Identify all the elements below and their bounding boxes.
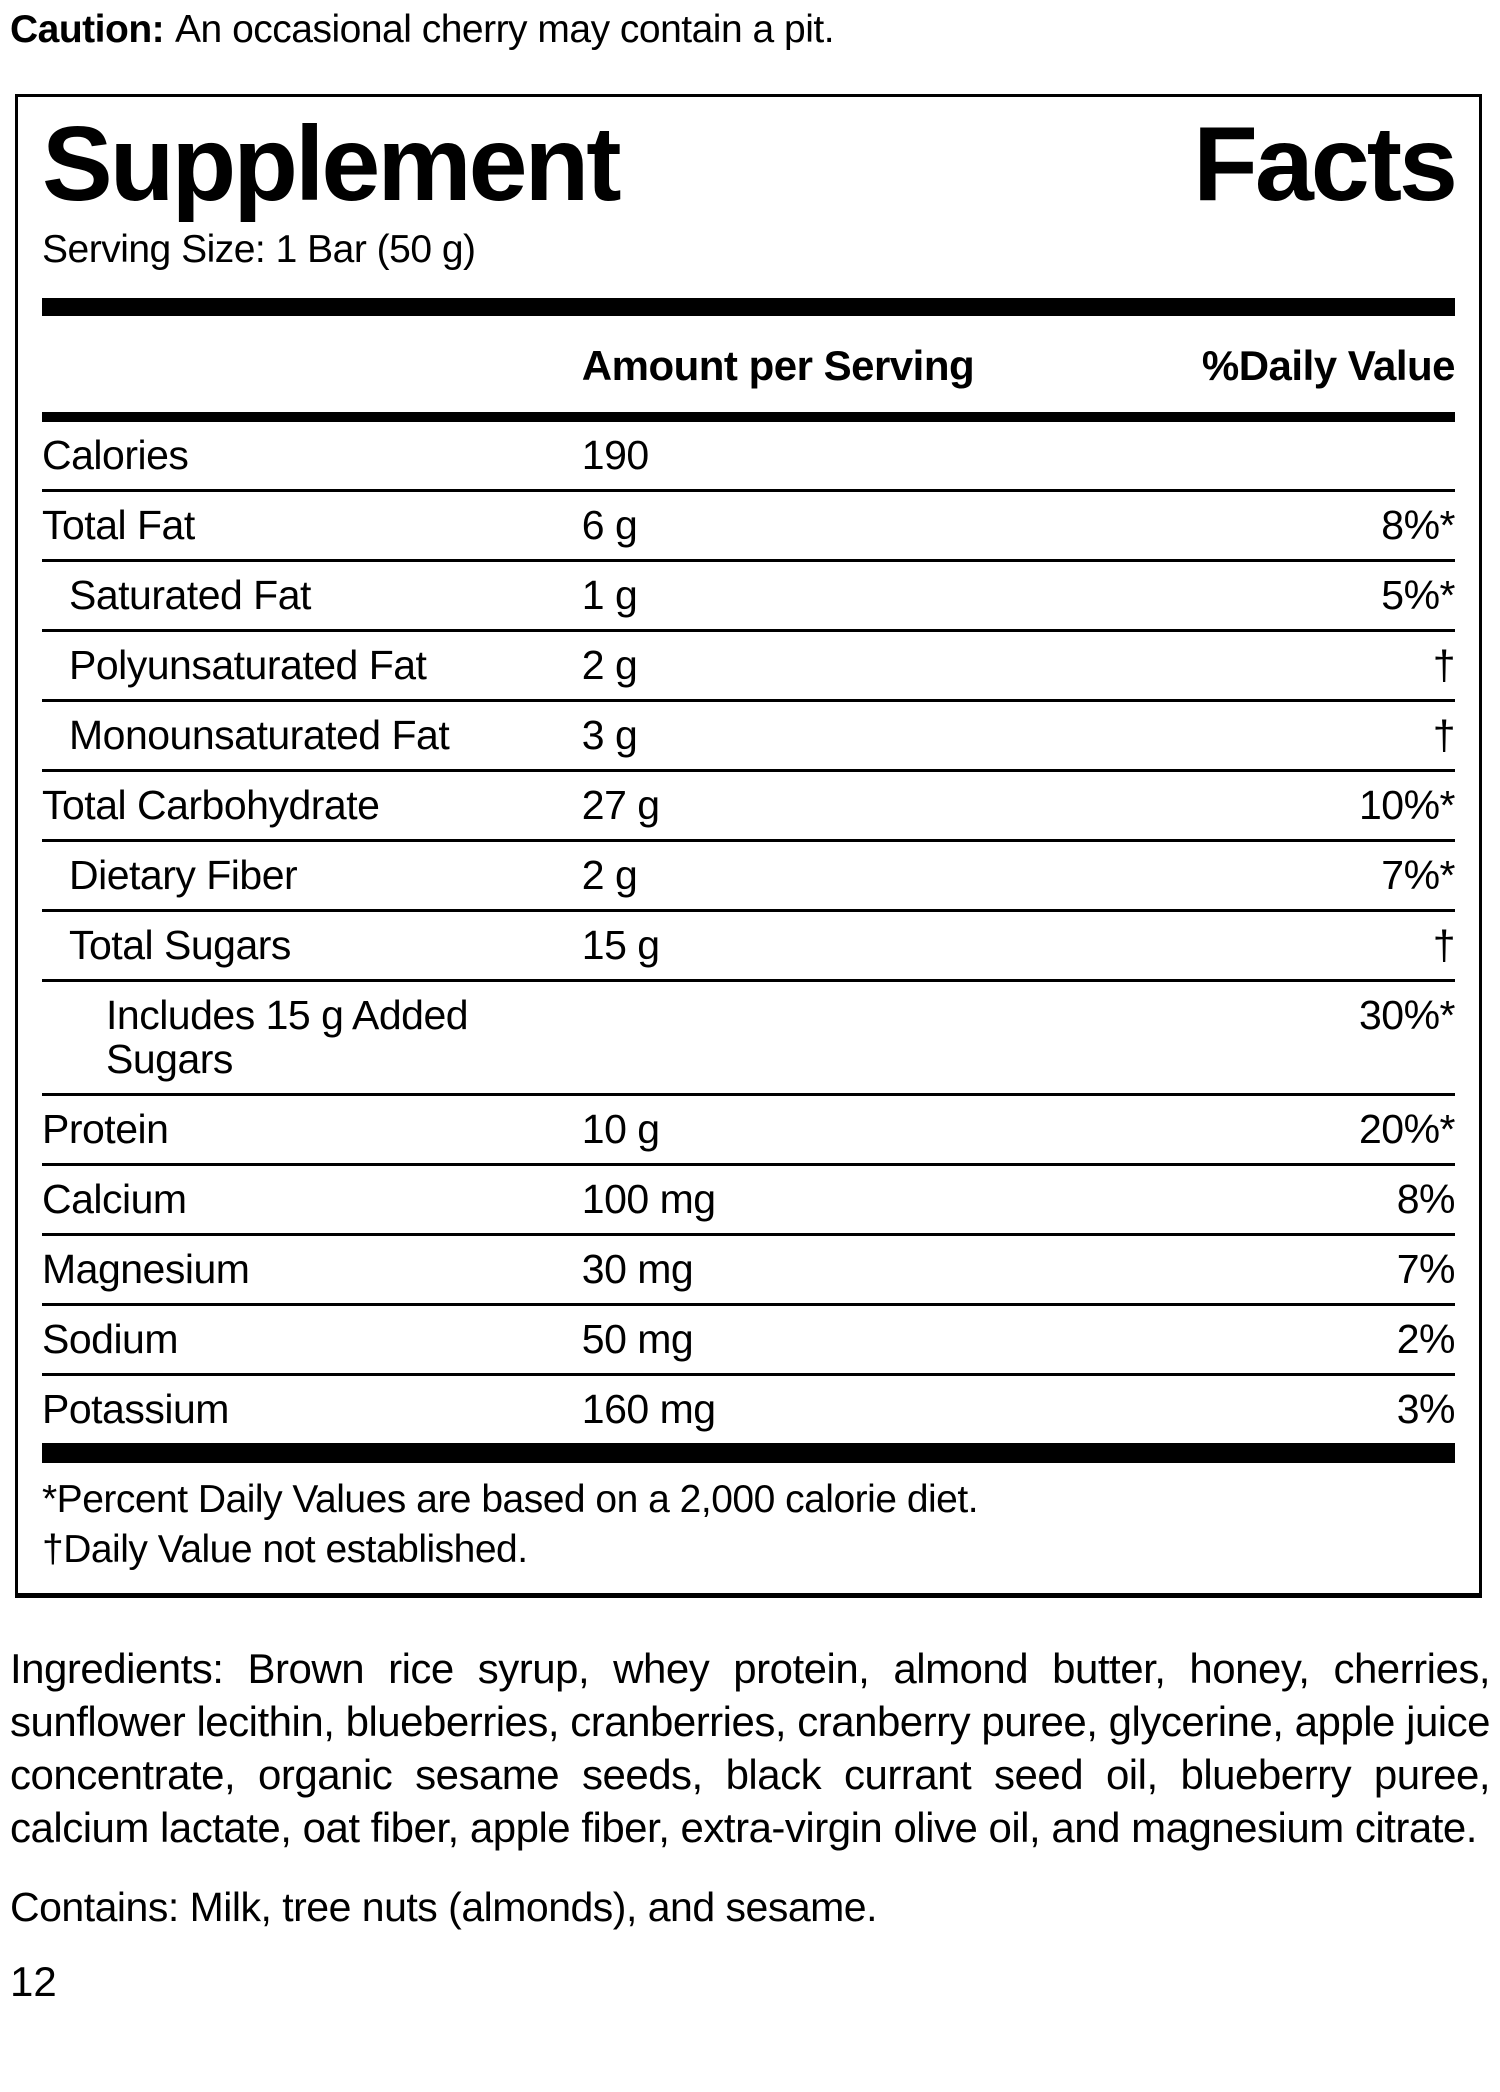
serving-size: Serving Size: 1 Bar (50 g) (42, 227, 476, 271)
nutrient-daily-value: 8% (1396, 1175, 1455, 1222)
nutrient-amount: 100 mg (581, 1175, 716, 1222)
nutrient-label: Saturated Fat (69, 571, 311, 618)
nutrient-label: Magnesium (42, 1245, 250, 1292)
contains-statement: Contains: Milk, tree nuts (almonds), and sesame. (10, 1883, 877, 1930)
caution-line (10, 6, 1500, 54)
panel-title-word-2: Facts (1193, 105, 1455, 223)
footnote-daily-values: *Percent Daily Values are based on a 2,000 calorie diet. (42, 1477, 979, 1521)
nutrient-row-potassium (42, 1373, 1455, 1443)
nutrient-daily-value: 30%* (1358, 991, 1455, 1038)
nutrient-label: Includes 15 g Added Sugars (106, 991, 469, 1082)
nutrient-amount: 10 g (581, 1105, 660, 1152)
nutrient-amount: 15 g (581, 921, 660, 968)
nutrient-label: Polyunsaturated Fat (69, 641, 427, 688)
column-header-amount: Amount per Serving (581, 341, 975, 389)
nutrient-amount: 6 g (581, 501, 638, 548)
nutrient-label: Monounsaturated Fat (69, 711, 450, 758)
nutrient-daily-value: 7% (1396, 1245, 1455, 1292)
nutrient-table (42, 422, 1455, 1443)
column-header-daily-value: %Daily Value (1201, 341, 1455, 389)
nutrient-daily-value: † (1432, 641, 1455, 688)
nutrient-label: Sodium (42, 1315, 179, 1362)
thick-rule-under-header (42, 412, 1455, 422)
nutrient-label: Total Carbohydrate (42, 781, 380, 828)
column-header-row (42, 316, 1455, 412)
nutrient-label: Calcium (42, 1175, 187, 1222)
nutrient-daily-value: 2% (1396, 1315, 1455, 1362)
nutrient-row-added-sugars (42, 979, 1455, 1093)
nutrient-row-magnesium (42, 1233, 1455, 1303)
nutrient-amount: 30 mg (581, 1245, 694, 1292)
nutrient-row-dietary-fiber (42, 839, 1455, 909)
nutrient-daily-value: 3% (1396, 1385, 1455, 1432)
nutrient-row-sodium (42, 1303, 1455, 1373)
nutrient-amount: 50 mg (581, 1315, 694, 1362)
nutrient-row-monounsaturated-fat (42, 699, 1455, 769)
caution-text: An occasional cherry may contain a pit. (175, 8, 835, 51)
nutrient-daily-value: 7%* (1381, 851, 1455, 898)
thick-rule-top (42, 298, 1455, 316)
supplement-facts-panel (15, 94, 1482, 1598)
nutrient-label: Total Sugars (69, 921, 291, 968)
nutrient-amount: 2 g (581, 641, 638, 688)
nutrient-daily-value: 10%* (1358, 781, 1455, 828)
nutrient-row-calories (42, 422, 1455, 489)
nutrient-row-calcium (42, 1163, 1455, 1233)
nutrient-daily-value: † (1432, 921, 1455, 968)
nutrient-row-total-carbohydrate (42, 769, 1455, 839)
nutrient-daily-value: 20%* (1358, 1105, 1455, 1152)
nutrient-label: Protein (42, 1105, 169, 1152)
nutrient-row-saturated-fat (42, 559, 1455, 629)
footnotes (42, 1463, 1455, 1593)
panel-title (42, 105, 1455, 224)
nutrient-amount: 2 g (581, 851, 638, 898)
nutrient-label: Potassium (42, 1385, 229, 1432)
nutrient-label: Total Fat (42, 501, 195, 548)
nutrient-amount: 1 g (581, 571, 638, 618)
nutrient-label: Calories (42, 431, 189, 478)
page-number: 12 (10, 1957, 57, 2005)
nutrient-amount: 3 g (581, 711, 638, 758)
nutrient-daily-value: 5%* (1381, 571, 1455, 618)
footnote-dagger: †Daily Value not established. (42, 1527, 528, 1571)
nutrient-row-polyunsaturated-fat (42, 629, 1455, 699)
caution-label: Caution: (10, 8, 165, 51)
ingredients-paragraph: Ingredients: Brown rice syrup, whey protein, almond butter, honey, cherries, sunflower lecithin, blueberries, cranberries, cranberry puree, glycerine, apple juice concentrate, organic sesame seeds, black currant seed oil, blueberry puree, calcium lactate, oat fiber, apple fiber, extra-virgin olive oil, and magnesium citrate. (10, 1644, 1490, 1851)
nutrient-daily-value: † (1432, 711, 1455, 758)
nutrient-row-total-fat (42, 489, 1455, 559)
nutrient-row-total-sugars (42, 909, 1455, 979)
nutrient-label: Dietary Fiber (69, 851, 298, 898)
thick-rule-bottom (42, 1443, 1455, 1463)
nutrient-amount: 27 g (581, 781, 660, 828)
nutrient-amount: 190 (581, 431, 649, 478)
nutrient-daily-value: 8%* (1381, 501, 1455, 548)
nutrient-row-protein (42, 1093, 1455, 1163)
nutrient-amount: 160 mg (581, 1385, 716, 1432)
panel-title-word-1: Supplement (42, 105, 619, 223)
